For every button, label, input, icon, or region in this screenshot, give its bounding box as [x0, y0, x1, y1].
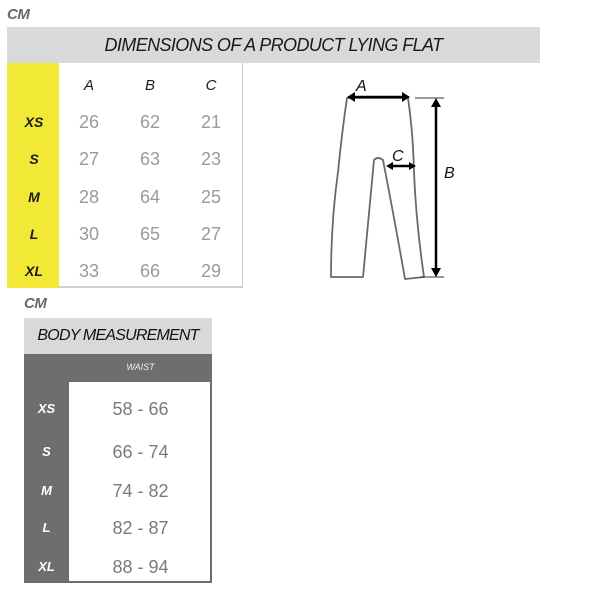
- table-cell: 26: [78, 112, 100, 132]
- table-cell: 65: [139, 224, 161, 244]
- waist-label: WAIST: [126, 362, 155, 372]
- dimensions-size-column: [7, 63, 59, 288]
- dimension-label-b: B: [444, 165, 455, 182]
- waist-value: 58 - 66: [112, 399, 169, 419]
- body-table-header: [24, 318, 212, 354]
- body-size-column: [24, 354, 69, 583]
- column-header-a: A: [83, 77, 94, 94]
- table-cell: 27: [200, 224, 222, 244]
- body-size-label-xs: XS: [37, 401, 56, 416]
- waist-value: 74 - 82: [112, 481, 169, 501]
- body-table-title: BODY MEASUREMENT: [37, 327, 199, 344]
- table-cell: 27: [78, 149, 100, 169]
- dimensions-table-header: [7, 27, 540, 63]
- column-header-c: C: [205, 77, 217, 94]
- dimensions-table-body: [59, 63, 243, 288]
- table-cell: 29: [200, 261, 222, 281]
- table-cell: 30: [78, 224, 100, 244]
- table-cell: 25: [200, 187, 222, 207]
- table-cell: 28: [78, 187, 100, 207]
- table-cell: 21: [200, 112, 222, 132]
- table-cell: 33: [78, 261, 100, 281]
- waist-value: 88 - 94: [112, 557, 169, 577]
- table-cell: 64: [139, 187, 161, 207]
- column-header-b: B: [144, 77, 155, 94]
- dimensions-table-title: DIMENSIONS OF A PRODUCT LYING FLAT: [104, 35, 443, 55]
- size-label-m: M: [28, 189, 40, 205]
- size-label-xs: XS: [24, 114, 44, 130]
- body-size-label-l: L: [42, 520, 51, 535]
- waist-value: 82 - 87: [112, 518, 169, 538]
- body-size-label-m: M: [41, 483, 52, 498]
- waist-value: 66 - 74: [112, 442, 169, 462]
- size-label-s: S: [29, 151, 39, 167]
- table-cell: 62: [139, 112, 161, 132]
- table-cell: 63: [139, 149, 161, 169]
- unit-label-bottom: CM: [24, 295, 47, 312]
- waist-column-header: [69, 354, 212, 382]
- table-cell: 66: [139, 261, 161, 281]
- unit-label-top: CM: [7, 6, 30, 23]
- body-size-label-s: S: [42, 444, 51, 459]
- dimension-label-c: C: [392, 148, 404, 165]
- dimension-label-a: A: [356, 78, 367, 95]
- body-size-label-xl: XL: [38, 559, 55, 574]
- leggings-diagram: [320, 72, 470, 287]
- size-label-xl: XL: [25, 263, 43, 279]
- size-label-l: L: [29, 226, 39, 242]
- table-cell: 23: [200, 149, 222, 169]
